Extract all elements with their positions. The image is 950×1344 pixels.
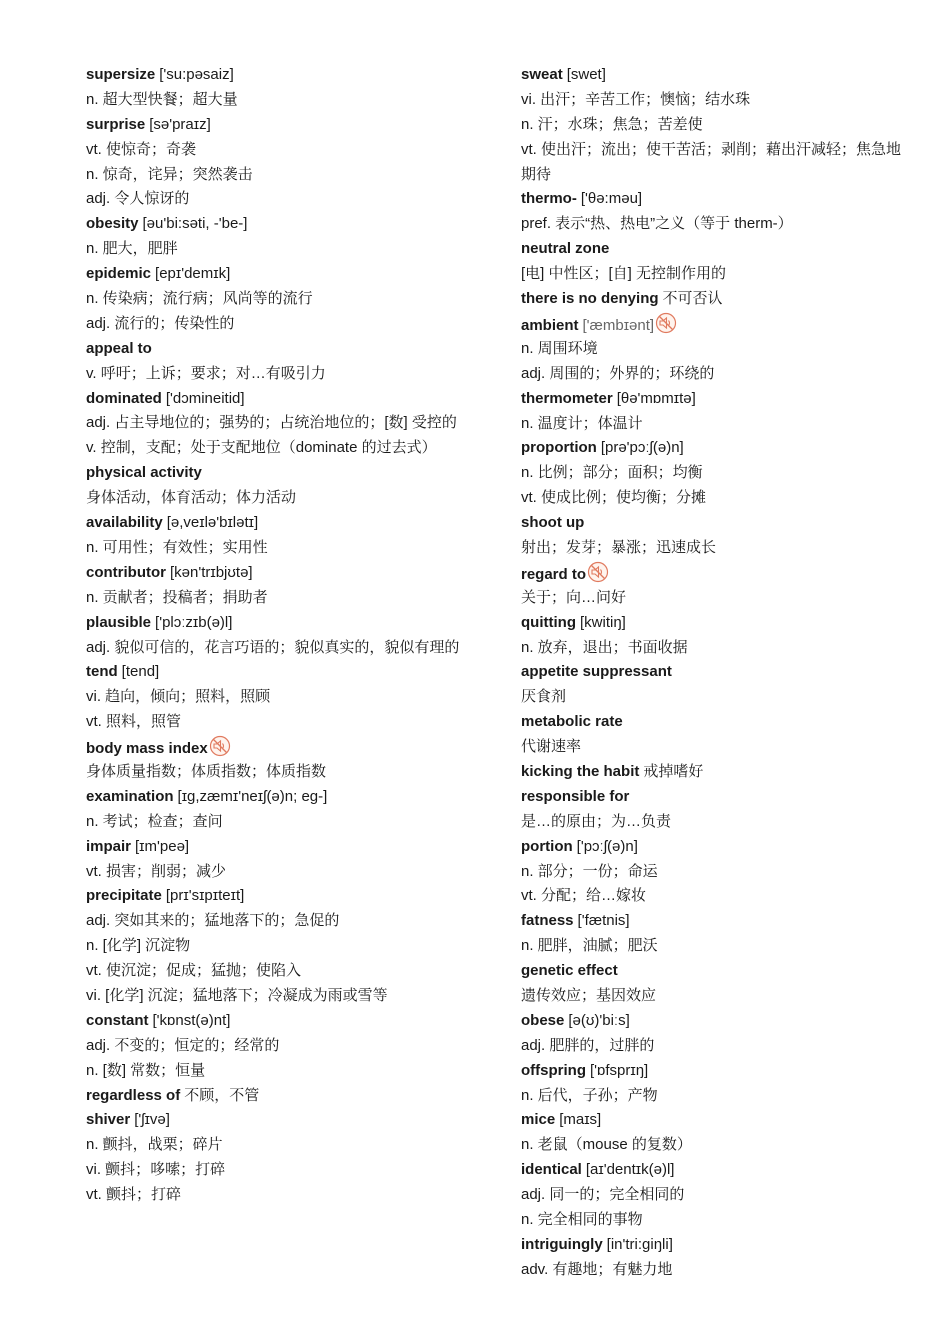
entry-definition-line xyxy=(521,362,906,387)
headword: shoot up xyxy=(521,514,585,532)
definition-text: 厌食剂 xyxy=(521,688,567,706)
definition-text: adj. 流行的；传染性的 xyxy=(86,314,235,332)
definition-text: adj. 不变的；恒定的；经常的 xyxy=(86,1036,280,1054)
definition-text: 遗传效应；基因效应 xyxy=(521,987,657,1004)
definition-text: n. 可用性；有效性；实用性 xyxy=(86,538,268,556)
definition-text: vi. 颤抖；哆嗦；打碎 xyxy=(86,1161,226,1179)
pronunciation: [prɪ'sɪpɪteɪt] xyxy=(165,887,245,905)
entry-definition-line xyxy=(521,735,906,760)
definition-text: v. 控制，支配；处于支配地位（dominate 的过去式） xyxy=(86,439,437,457)
definition-text: n. 完全相同的事物 xyxy=(521,1211,643,1229)
entry-definition-line xyxy=(86,810,466,835)
definition-text: vt. 使惊奇；奇袭 xyxy=(86,140,197,158)
definition-text: adj. 令人惊讶的 xyxy=(86,190,190,208)
entry-definition-line xyxy=(86,287,466,312)
entry-headword-line xyxy=(86,461,466,486)
pronunciation: [ə,veɪlə'bɪlətɪ] xyxy=(166,514,259,532)
entry-headword-line xyxy=(521,187,906,212)
entry-headword-line xyxy=(86,337,466,362)
entry-headword-line xyxy=(521,1009,906,1034)
entry-definition-line xyxy=(86,1034,466,1059)
headword: thermometer xyxy=(521,389,613,407)
definition-text: 关于；向…问好 xyxy=(521,588,627,606)
definition-text: vt. 颤抖；打碎 xyxy=(86,1186,182,1204)
definition-text: vt. 使沉淀；促成；猛抛；使陷入 xyxy=(86,962,302,980)
definition-text: n. 颤抖，战栗；碎片 xyxy=(86,1136,223,1154)
entry-headword-line xyxy=(86,262,466,287)
entry-definition-line xyxy=(521,1208,906,1233)
entry-definition-line xyxy=(521,138,906,188)
entry-headword-line xyxy=(521,237,906,262)
definition-text: n. 肥大，肥胖 xyxy=(86,240,178,258)
headword: metabolic rate xyxy=(521,713,623,731)
headword: obesity xyxy=(86,215,139,233)
entry-definition-line xyxy=(86,138,466,163)
entry-definition-line xyxy=(86,685,466,710)
entry-definition-line xyxy=(521,685,906,710)
entry-definition-line xyxy=(86,710,466,735)
headword: offspring xyxy=(521,1061,586,1079)
definition-text: n. 温度计；体温计 xyxy=(521,414,643,432)
definition-text: 身体活动，体育活动；体力活动 xyxy=(86,489,297,507)
definition-text: n. 比例；部分；面积；均衡 xyxy=(521,464,703,482)
entry-definition-line xyxy=(521,1133,906,1158)
pronunciation: ['plɔːzɪb(ə)l] xyxy=(155,613,233,631)
entry-definition-line xyxy=(521,212,906,237)
speaker-muted-icon[interactable] xyxy=(587,561,609,583)
definition-text: n. 惊奇，诧异；突然袭击 xyxy=(86,165,253,183)
headword: portion xyxy=(521,837,573,855)
entry-headword-line xyxy=(521,760,906,785)
pronunciation: [θə'mɒmɪtə] xyxy=(616,389,696,407)
entry-definition-line xyxy=(86,312,466,337)
entry-definition-line xyxy=(86,486,466,511)
definition-text: adv. 有趣地；有魅力地 xyxy=(521,1260,673,1278)
pronunciation: [swet] xyxy=(566,66,606,83)
entry-headword-line xyxy=(86,660,466,685)
headword: examination xyxy=(86,787,174,805)
pronunciation: 戒掉嗜好 xyxy=(643,762,704,780)
definition-text: vi. 出汗；辛苦工作；懊恼；结水珠 xyxy=(521,90,751,108)
headword: constant xyxy=(86,1011,149,1029)
pronunciation: [ɪm'peə] xyxy=(135,837,190,855)
entry-headword-line xyxy=(86,835,466,860)
headword: body mass index xyxy=(86,740,208,758)
entry-definition-line xyxy=(86,411,466,436)
definition-text: v. 呼吁；上诉；要求；对…有吸引力 xyxy=(86,364,326,382)
entry-headword-line xyxy=(521,436,906,461)
pronunciation: 不顾，不管 xyxy=(184,1086,260,1104)
entry-definition-line xyxy=(86,1183,466,1208)
entry-headword-line xyxy=(521,1233,906,1258)
headword: ambient xyxy=(521,316,579,334)
definition-text: n. [数] 常数；恒量 xyxy=(86,1061,206,1079)
entry-headword-line xyxy=(86,212,466,237)
entry-headword-line xyxy=(521,511,906,536)
pronunciation: ['pɔːʃ(ə)n] xyxy=(576,837,638,855)
definition-text: vt. 照料，照管 xyxy=(86,713,182,731)
headword: fatness xyxy=(521,912,574,930)
definition-text: 代谢速率 xyxy=(521,738,582,756)
definition-text: vi. 趋向，倾向；照料，照顾 xyxy=(86,688,271,706)
entry-definition-line xyxy=(521,262,906,287)
entry-definition-line xyxy=(521,810,906,835)
entry-definition-line xyxy=(521,934,906,959)
headword: kicking the habit xyxy=(521,762,640,780)
definition-text: adj. 周围的；外界的；环绕的 xyxy=(521,364,715,382)
pronunciation: ['ɒfsprɪŋ] xyxy=(590,1061,649,1079)
entry-definition-line xyxy=(521,860,906,885)
entry-definition-line xyxy=(521,586,906,611)
speaker-muted-icon[interactable] xyxy=(655,312,677,334)
pronunciation: [tend] xyxy=(121,663,160,681)
entry-headword-line xyxy=(86,1108,466,1133)
entry-headword-line xyxy=(86,1009,466,1034)
entry-definition-line xyxy=(521,337,906,362)
headword: tend xyxy=(86,663,118,681)
pronunciation: ['fætnis] xyxy=(577,912,630,930)
entry-definition-line xyxy=(521,461,906,486)
definition-text: adj. 貌似可信的，花言巧语的；貌似真实的，貌似有理的 xyxy=(86,638,460,656)
entry-headword-line xyxy=(521,835,906,860)
entry-definition-line xyxy=(521,536,906,561)
definition-text: 身体质量指数；体质指数；体质指数 xyxy=(86,762,327,780)
pronunciation: ['su:pəsaiz] xyxy=(159,66,234,83)
entry-definition-line xyxy=(86,860,466,885)
entry-definition-line xyxy=(521,1084,906,1109)
entry-headword-line xyxy=(521,785,906,810)
pronunciation: ['æmbɪənt] xyxy=(582,316,655,334)
entry-definition-line xyxy=(86,586,466,611)
definition-text: [电] 中性区；[自] 无控制作用的 xyxy=(521,265,727,283)
entry-headword-line xyxy=(521,959,906,984)
entry-definition-line xyxy=(86,760,466,785)
entry-definition-line xyxy=(86,1158,466,1183)
pronunciation: [prə'pɔːʃ(ə)n] xyxy=(600,439,684,457)
entry-definition-line xyxy=(521,486,906,511)
pronunciation: ['ʃɪvə] xyxy=(134,1111,170,1129)
entry-headword-line xyxy=(521,660,906,685)
entry-headword-line xyxy=(521,312,906,337)
entry-definition-line xyxy=(86,362,466,387)
definition-text: vt. 损害；削弱；减少 xyxy=(86,862,227,880)
definition-text: n. 超大型快餐；超大量 xyxy=(86,90,238,108)
definition-text: n. 后代，子孙；产物 xyxy=(521,1086,658,1104)
entry-definition-line xyxy=(86,436,466,461)
definition-text: 射出；发芽；暴涨；迅速成长 xyxy=(521,538,717,556)
entry-headword-line xyxy=(521,710,906,735)
speaker-muted-icon[interactable] xyxy=(209,735,231,757)
headword: responsible for xyxy=(521,787,630,805)
entry-headword-line xyxy=(521,611,906,636)
pronunciation: [aɪ'dentɪk(ə)l] xyxy=(585,1161,675,1179)
headword: supersize xyxy=(86,66,156,83)
headword: mice xyxy=(521,1111,556,1129)
headword: shiver xyxy=(86,1111,131,1129)
headword: thermo- xyxy=(521,190,577,208)
headword: dominated xyxy=(86,389,162,407)
entry-definition-line xyxy=(86,984,466,1009)
entry-definition-line xyxy=(521,113,906,138)
definition-text: adj. 同一的；完全相同的 xyxy=(521,1186,685,1204)
headword: neutral zone xyxy=(521,240,610,258)
headword: physical activity xyxy=(86,464,202,482)
entry-headword-line xyxy=(521,1059,906,1084)
definition-text: adj. 突如其来的；猛地落下的；急促的 xyxy=(86,912,340,930)
pronunciation: ['θə:məu] xyxy=(580,190,643,208)
definition-text: n. 老鼠（mouse 的复数） xyxy=(521,1136,692,1154)
entry-headword-line xyxy=(86,785,466,810)
entry-definition-line xyxy=(86,636,466,661)
headword: contributor xyxy=(86,563,166,581)
entry-definition-line xyxy=(86,88,466,113)
definition-text: n. [化学] 沉淀物 xyxy=(86,937,191,955)
left-column xyxy=(86,63,466,1208)
headword: genetic effect xyxy=(521,962,618,980)
entry-headword-line xyxy=(521,561,906,586)
entry-definition-line xyxy=(86,163,466,188)
definition-text: vt. 分配；给…嫁妆 xyxy=(521,887,647,905)
headword: there is no denying xyxy=(521,290,659,308)
pronunciation: [epɪ'demɪk] xyxy=(155,265,231,283)
headword: surprise xyxy=(86,115,146,133)
entry-definition-line xyxy=(86,1133,466,1158)
pronunciation: [in'tri:giŋli] xyxy=(606,1235,673,1253)
definition-text: adj. 肥胖的，过胖的 xyxy=(521,1036,655,1054)
entry-definition-line xyxy=(521,88,906,113)
entry-definition-line xyxy=(521,984,906,1009)
entry-headword-line xyxy=(86,735,466,760)
entry-headword-line xyxy=(86,63,466,88)
headword: epidemic xyxy=(86,265,152,283)
headword: precipitate xyxy=(86,887,162,905)
entry-headword-line xyxy=(86,884,466,909)
entry-definition-line xyxy=(86,237,466,262)
definition-text: 是…的原由；为…负责 xyxy=(521,812,672,830)
pronunciation: [kwitiŋ] xyxy=(579,613,626,631)
entry-headword-line xyxy=(521,909,906,934)
entry-headword-line xyxy=(521,1108,906,1133)
entry-definition-line xyxy=(86,934,466,959)
right-column xyxy=(521,63,906,1283)
entry-definition-line xyxy=(521,1183,906,1208)
definition-text: vt. 使成比例；使均衡；分摊 xyxy=(521,489,707,507)
headword: appeal to xyxy=(86,339,152,357)
pronunciation: ['dɔmineitid] xyxy=(165,389,245,407)
entry-definition-line xyxy=(521,1034,906,1059)
entry-headword-line xyxy=(521,63,906,88)
entry-headword-line xyxy=(86,387,466,412)
pronunciation: [ə(ʊ)'biːs] xyxy=(568,1011,630,1029)
pronunciation: [sə'praɪz] xyxy=(149,115,211,133)
definition-text: n. 周围环境 xyxy=(521,339,598,357)
definition-text: pref. 表示“热、热电”之义（等于 therm-） xyxy=(521,215,793,233)
pronunciation: [kən'trɪbjʊtə] xyxy=(170,563,253,581)
definition-text: n. 传染病；流行病；风尚等的流行 xyxy=(86,290,313,308)
headword: regardless of xyxy=(86,1086,181,1104)
entry-definition-line xyxy=(521,412,906,437)
entry-headword-line xyxy=(86,1084,466,1109)
entry-headword-line xyxy=(521,287,906,312)
entry-headword-line xyxy=(86,113,466,138)
definition-text: n. 放弃，退出；书面收据 xyxy=(521,638,688,656)
headword: regard to xyxy=(521,565,587,583)
entry-definition-line xyxy=(86,959,466,984)
headword: appetite suppressant xyxy=(521,663,672,681)
entry-headword-line xyxy=(86,611,466,636)
entry-headword-line xyxy=(521,387,906,412)
headword: impair xyxy=(86,837,132,855)
definition-text: vi. [化学] 沉淀；猛地落下；冷凝成为雨或雪等 xyxy=(86,987,388,1004)
definition-text: n. 部分；一份；命运 xyxy=(521,862,658,880)
entry-headword-line xyxy=(521,1158,906,1183)
pronunciation: ['kɒnst(ə)nt] xyxy=(152,1011,231,1029)
definition-text: n. 汗；水珠；焦急；苦差使 xyxy=(521,115,703,133)
pronunciation: [əu'bi:səti, -'be-] xyxy=(142,215,248,233)
pronunciation: [ɪg,zæmɪ'neɪʃ(ə)n; eg-] xyxy=(177,787,328,805)
headword: proportion xyxy=(521,439,597,457)
definition-text: n. 肥胖，油腻；肥沃 xyxy=(521,937,658,955)
headword: availability xyxy=(86,514,163,532)
pronunciation: [maɪs] xyxy=(559,1111,602,1129)
entry-definition-line xyxy=(521,1258,906,1283)
definition-text: n. 考试；检查；查问 xyxy=(86,812,223,830)
entry-definition-line xyxy=(86,909,466,934)
entry-definition-line xyxy=(521,636,906,661)
headword: quitting xyxy=(521,613,576,631)
entry-definition-line xyxy=(521,884,906,909)
headword: sweat xyxy=(521,66,563,83)
definition-text: vt. 使出汗；流出；使干苦活；剥削；藉出汗减轻；焦急地期待 xyxy=(521,140,902,183)
entry-headword-line xyxy=(86,561,466,586)
pronunciation: 不可否认 xyxy=(662,290,723,308)
headword: obese xyxy=(521,1011,565,1029)
definition-text: adj. 占主导地位的；强势的；占统治地位的；[数] 受控的 xyxy=(86,414,457,432)
entry-headword-line xyxy=(86,511,466,536)
headword: identical xyxy=(521,1161,582,1179)
entry-definition-line xyxy=(86,536,466,561)
headword: plausible xyxy=(86,613,152,631)
headword: intriguingly xyxy=(521,1235,603,1253)
entry-definition-line xyxy=(86,1059,466,1084)
definition-text: n. 贡献者；投稿者；捐助者 xyxy=(86,588,268,606)
entry-definition-line xyxy=(86,187,466,212)
